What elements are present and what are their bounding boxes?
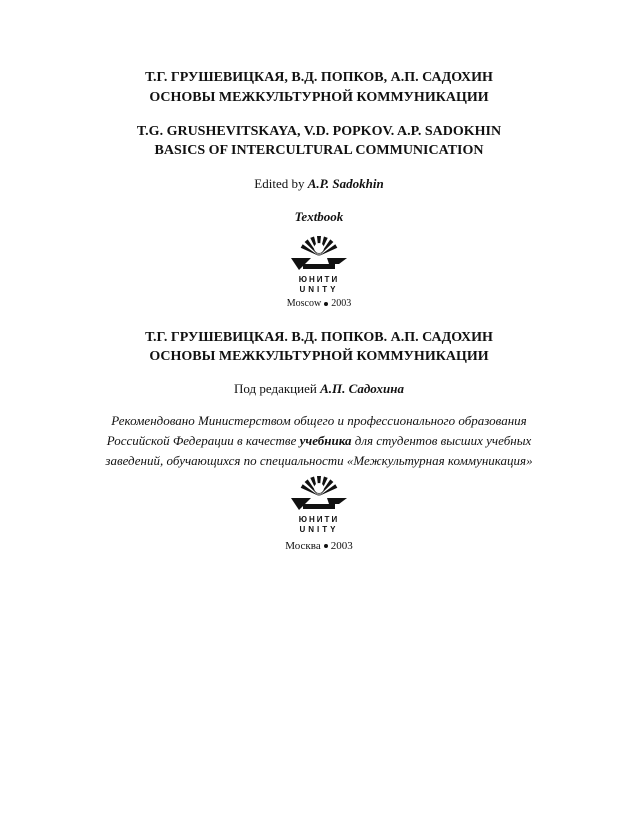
recommendation-line-1: Рекомендовано Министерством общего и профессионального образования <box>111 413 527 428</box>
unity-logo-icon-2 <box>269 474 369 536</box>
city-en: Moscow <box>286 298 322 309</box>
bullet-icon-2 <box>324 544 328 548</box>
logo-line2: UNITY <box>299 285 339 294</box>
year-ru: 2003 <box>330 540 353 552</box>
imprint-en <box>0 298 638 309</box>
unity-logo-icon <box>269 234 369 296</box>
ru-authors-heading-2: Т.Г. ГРУШЕВИЦКАЯ. В.Д. ПОПКОВ. А.П. САДОХИН <box>145 330 493 345</box>
city-ru: Москва <box>285 540 321 552</box>
editor-line-en <box>0 176 638 192</box>
recommendation-line-2 <box>0 433 638 449</box>
recommendation-line-2-end: для студентов высших учебных <box>354 433 532 448</box>
bullet-icon <box>324 302 328 306</box>
editor-name-ru: А.П. Садохина <box>320 381 404 396</box>
editor-name-en: A.P. Sadokhin <box>307 176 384 191</box>
genre-label: Textbook <box>294 209 344 224</box>
ru-title-heading-2: ОСНОВЫ МЕЖКУЛЬТУРНОЙ КОММУНИКАЦИИ <box>149 349 489 364</box>
logo-line1: ЮНИТИ <box>298 275 340 284</box>
ru-title-heading: ОСНОВЫ МЕЖКУЛЬТУРНОЙ КОММУНИКАЦИИ <box>149 90 489 105</box>
editor-line-ru <box>0 381 638 397</box>
en-authors-heading: T.G. GRUSHEVITSKAYA, V.D. POPKOV. A.P. SADOKHIN <box>136 124 502 139</box>
en-title-heading: BASICS OF INTERCULTURAL COMMUNICATION <box>154 143 484 158</box>
imprint-ru <box>0 540 638 552</box>
edited-by-label: Edited by <box>254 176 305 191</box>
logo-line1-2: ЮНИТИ <box>298 515 340 524</box>
recommendation-line-2-start: Российской Федерации в качестве <box>106 433 297 448</box>
recommendation-line-2-bold: учебника <box>299 433 352 448</box>
logo-line2-2: UNITY <box>299 525 339 534</box>
ru-authors-heading: Т.Г. ГРУШЕВИЦКАЯ, В.Д. ПОПКОВ, А.П. САДОХИН <box>145 70 493 85</box>
edited-by-label-ru: Под редакцией <box>233 381 317 396</box>
recommendation-line-3: заведений, обучающихся по специальности «Межкультурная коммуникация» <box>105 453 533 468</box>
year-en: 2003 <box>331 298 352 309</box>
